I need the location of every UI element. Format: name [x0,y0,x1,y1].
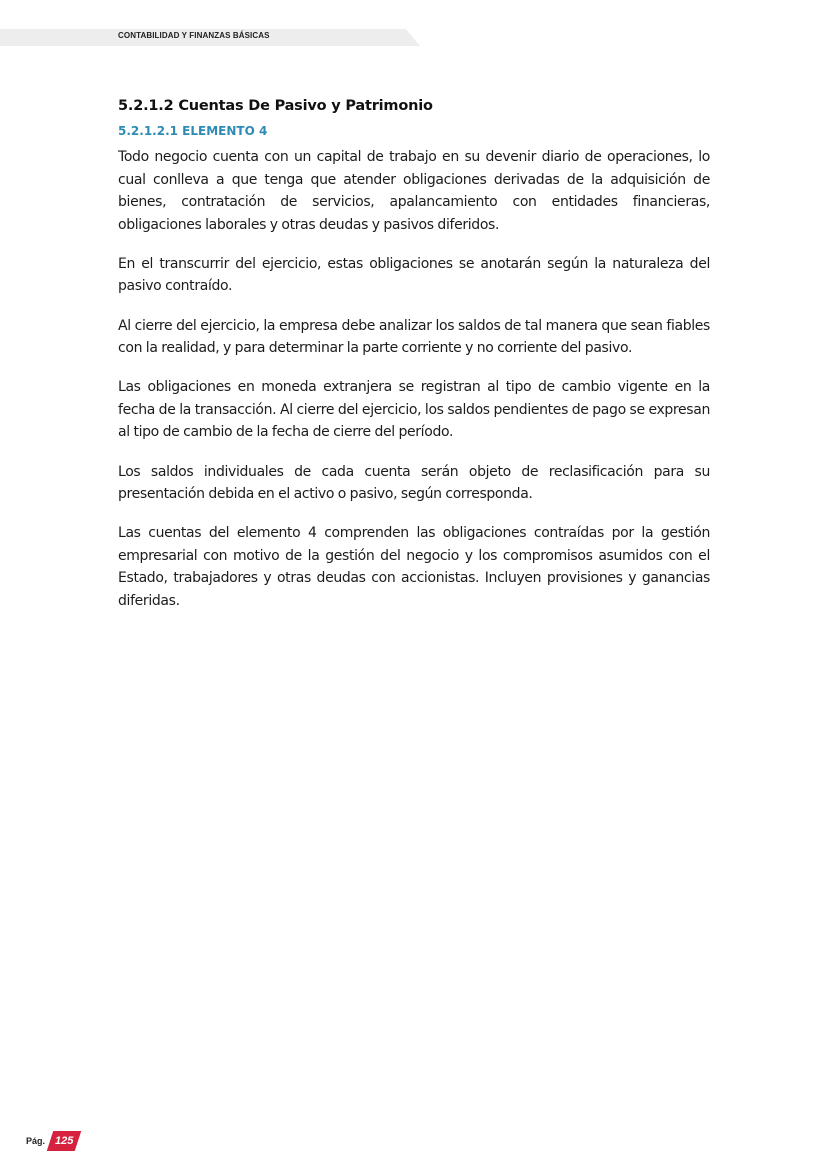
page-footer [26,1130,78,1152]
paragraph: Las obligaciones en moneda extranjera se registran al tipo de cambio vigente en la fecha de la transacción. Al cierre del ejercicio, los saldos pendientes de pago se expresan al tipo de cambio de la fecha de cierre del período. [118,379,710,441]
subsection-title: 5.2.1.2.1 ELEMENTO 4 [118,124,268,138]
paragraph: En el transcurrir del ejercicio, estas obligaciones se anotarán según la naturaleza del pasivo contraído. [118,255,710,295]
paragraph: Todo negocio cuenta con un capital de trabajo en su devenir diario de operaciones, lo cual conlleva a que tenga que atender obligaciones derivadas de la adquisición de bienes, contratación de servicios, apalancamiento con entidades financieras, obligaciones laborales y otras deudas y pasivos diferidos. [118,149,710,233]
paragraph: Al cierre del ejercicio, la empresa debe analizar los saldos de tal manera que sean fiables con la realidad, y para determinar la parte corriente y no corriente del pasivo. [118,317,710,357]
page-content [118,98,710,629]
running-header: CONTABILIDAD Y FINANZAS BÁSICAS [118,31,270,40]
section-title: 5.2.1.2 Cuentas De Pasivo y Patrimonio [118,98,433,114]
paragraph: Los saldos individuales de cada cuenta serán objeto de reclasificación para su presentación debida en el activo o pasivo, según corresponda. [118,463,710,503]
page-number: 125 [54,1135,74,1147]
page-label: Pág. [26,1136,46,1146]
paragraph: Las cuentas del elemento 4 comprenden las obligaciones contraídas por la gestión empresarial con motivo de la gestión del negocio y los compromisos asumidos con el Estado, trabajadores y otras deudas con accionistas. Incluyen provisiones y ganancias diferidas. [118,525,710,609]
page-number-badge [47,1131,81,1151]
